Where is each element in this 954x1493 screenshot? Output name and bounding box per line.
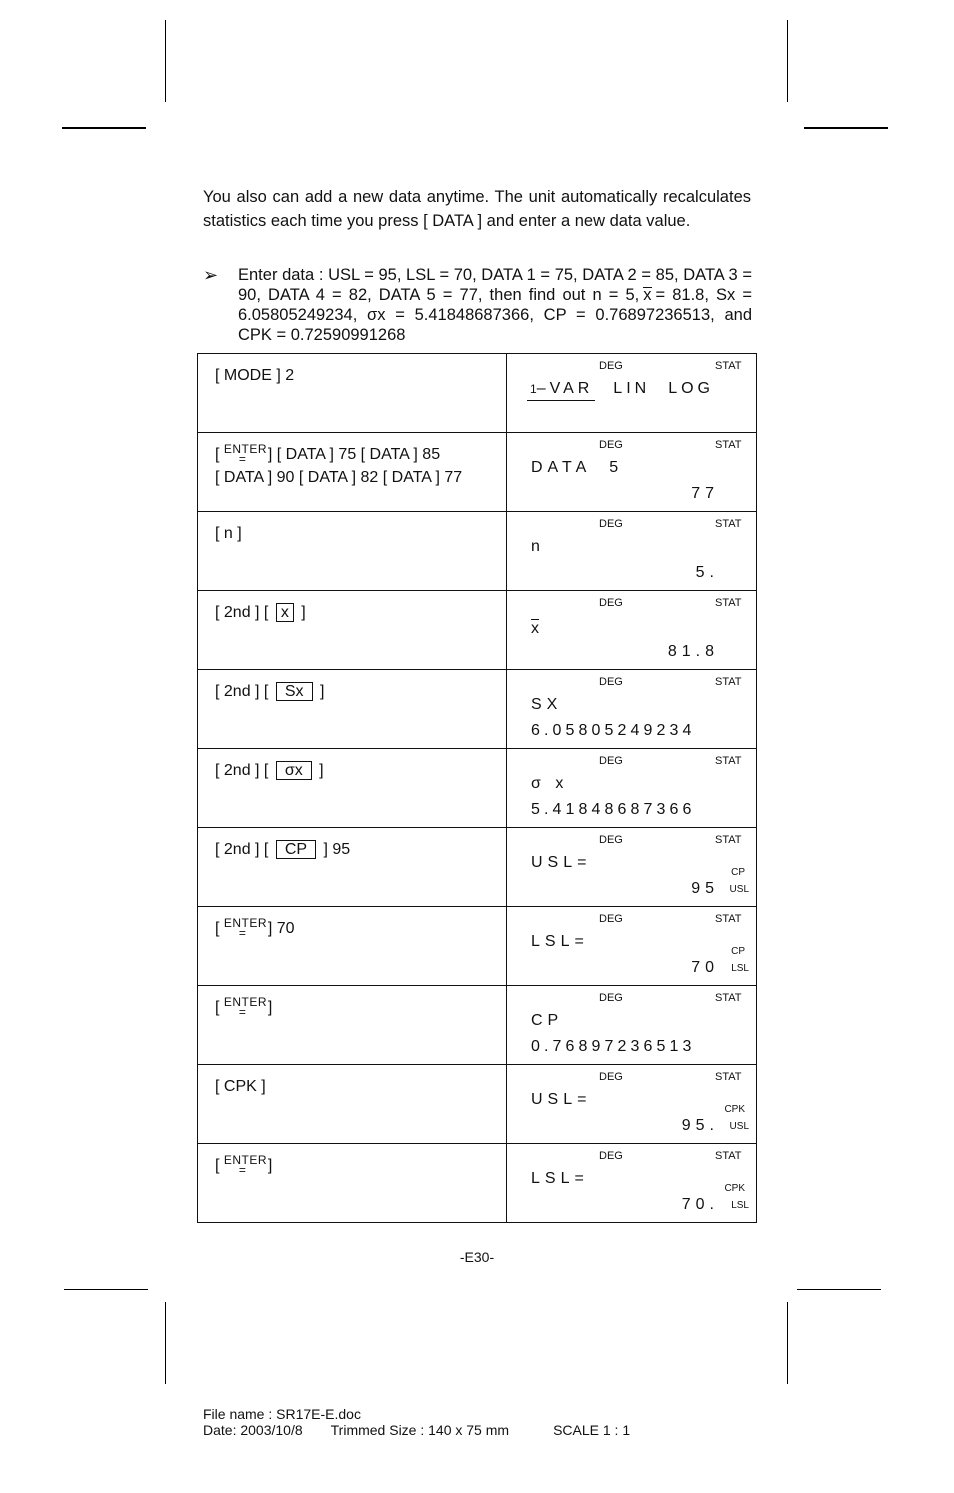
display-line-2: 5.41848687366 bbox=[531, 801, 696, 818]
display-cell bbox=[507, 1065, 757, 1144]
crop-mark-top-right-horizontal bbox=[804, 127, 888, 129]
table-row bbox=[198, 907, 757, 986]
key-cell bbox=[198, 433, 507, 512]
display-line-2: 77 bbox=[691, 485, 719, 502]
menu-item-lin: LIN bbox=[613, 380, 651, 397]
deg-indicator: DEG bbox=[599, 597, 623, 609]
key-cell bbox=[198, 512, 507, 591]
display-cell bbox=[507, 670, 757, 749]
stat-indicator: STAT bbox=[715, 518, 742, 530]
key-sequence: [ ENTER = ] 70 bbox=[215, 916, 295, 940]
display-line-1: x bbox=[531, 620, 539, 637]
enter-key-icon: ENTER = bbox=[223, 442, 268, 466]
example-text-b: = 81.8, Sx = 6.05805249234, σx = 5.41848687366, CP = 0.76897236513, and CPK = 0.72590991268 bbox=[238, 286, 752, 344]
footer-date: Date: 2003/10/8 bbox=[203, 1422, 303, 1438]
cp-key: CP bbox=[276, 840, 316, 859]
crop-mark-bottom-left-vertical bbox=[165, 1302, 166, 1384]
stat-indicator: STAT bbox=[715, 1071, 742, 1083]
key-sequence: [ 2nd ] [ CP ] 95 bbox=[215, 841, 351, 858]
crop-mark-top-left-vertical bbox=[165, 20, 166, 102]
table-row bbox=[198, 512, 757, 591]
key-sequence: [ ENTER = ] [ DATA ] 75 [ DATA ] 85 [ DATA ] 90 [ DATA ] 82 [ DATA ] 77 bbox=[215, 442, 463, 486]
display-cell bbox=[507, 828, 757, 907]
display-line-1: LSL= bbox=[531, 933, 589, 950]
display-cell bbox=[507, 354, 757, 433]
xbar-key: x bbox=[276, 603, 294, 622]
display-cell bbox=[507, 433, 757, 512]
crop-mark-top-left-horizontal bbox=[62, 127, 146, 129]
table-row bbox=[198, 828, 757, 907]
deg-indicator: DEG bbox=[599, 755, 623, 767]
enter-key-icon: ENTER = bbox=[223, 1153, 268, 1177]
cp-annunciator: CP bbox=[731, 867, 745, 878]
intro-paragraph: You also can add a new data anytime. The unit automatically recalculates statistics each time you press [ DATA ] and enter a new data value. bbox=[203, 188, 751, 230]
display-line-1: CP bbox=[531, 1012, 564, 1029]
table-row bbox=[198, 986, 757, 1065]
crop-mark-bottom-right-horizontal bbox=[797, 1289, 881, 1290]
display-line-2: 81.8 bbox=[667, 643, 719, 660]
crop-mark-bottom-left-horizontal bbox=[64, 1289, 148, 1290]
deg-indicator: DEG bbox=[599, 913, 623, 925]
stat-indicator: STAT bbox=[715, 439, 742, 451]
key-cell bbox=[198, 907, 507, 986]
x-bar-symbol: x bbox=[643, 286, 652, 304]
lsl-annunciator: LSL bbox=[731, 1200, 749, 1211]
display-line-2: 5. bbox=[695, 564, 719, 581]
key-cell bbox=[198, 828, 507, 907]
usl-annunciator: USL bbox=[729, 1121, 749, 1132]
key-cell bbox=[198, 1065, 507, 1144]
key-sequence: [ n ] bbox=[215, 525, 242, 542]
table-row bbox=[198, 354, 757, 433]
key-sequence: [ 2nd ] [ Sx ] bbox=[215, 683, 325, 700]
key-sequence: [ ENTER = ] bbox=[215, 995, 273, 1019]
table-row bbox=[198, 670, 757, 749]
footer-filename: File name : SR17E-E.doc bbox=[203, 1406, 361, 1422]
example-text bbox=[238, 265, 752, 345]
display-cell bbox=[507, 907, 757, 986]
deg-indicator: DEG bbox=[599, 439, 623, 451]
key-cell bbox=[198, 1144, 507, 1223]
key-sequence: [ MODE ] 2 bbox=[215, 367, 295, 384]
display-line-1: LSL= bbox=[531, 1170, 589, 1187]
stat-indicator: STAT bbox=[715, 755, 742, 767]
enter-key-icon: ENTER = bbox=[223, 995, 268, 1019]
sigma-x-key: σx bbox=[276, 761, 312, 780]
display-line-2: 95 bbox=[691, 880, 719, 897]
key-cell bbox=[198, 354, 507, 433]
keystroke-table bbox=[197, 353, 757, 1223]
print-footer bbox=[203, 1406, 630, 1438]
deg-indicator: DEG bbox=[599, 676, 623, 688]
cpk-annunciator: CPK bbox=[724, 1104, 745, 1115]
mode-menu bbox=[527, 380, 714, 401]
enter-key-icon: ENTER = bbox=[223, 916, 268, 940]
table-row bbox=[198, 433, 757, 512]
deg-indicator: DEG bbox=[599, 1071, 623, 1083]
deg-indicator: DEG bbox=[599, 518, 623, 530]
display-line-1: n bbox=[531, 538, 545, 555]
display-cell bbox=[507, 512, 757, 591]
stat-indicator: STAT bbox=[715, 834, 742, 846]
cpk-annunciator: CPK bbox=[724, 1183, 745, 1194]
arrow-bullet-icon: ➢ bbox=[203, 265, 219, 285]
table-row bbox=[198, 1065, 757, 1144]
key-cell bbox=[198, 749, 507, 828]
table-row bbox=[198, 749, 757, 828]
stat-indicator: STAT bbox=[715, 597, 742, 609]
display-line-2: 6.05805249234 bbox=[531, 722, 696, 739]
crop-mark-top-right-vertical bbox=[787, 20, 788, 102]
key-cell bbox=[198, 986, 507, 1065]
display-line-2: 0.76897236513 bbox=[531, 1038, 696, 1055]
usl-annunciator: USL bbox=[729, 884, 749, 895]
stat-indicator: STAT bbox=[715, 676, 742, 688]
stat-indicator: STAT bbox=[715, 360, 742, 372]
deg-indicator: DEG bbox=[599, 834, 623, 846]
deg-indicator: DEG bbox=[599, 360, 623, 372]
key-sequence: [ ENTER = ] bbox=[215, 1153, 273, 1177]
lsl-annunciator: LSL bbox=[731, 963, 749, 974]
stat-indicator: STAT bbox=[715, 913, 742, 925]
display-cell bbox=[507, 749, 757, 828]
display-line-1: USL= bbox=[531, 854, 592, 871]
menu-item-log: LOG bbox=[668, 380, 714, 397]
display-line-2: 70. bbox=[681, 1196, 719, 1213]
cp-annunciator: CP bbox=[731, 946, 745, 957]
key-sequence: [ 2nd ] [ x ] bbox=[215, 604, 306, 621]
display-line-1: USL= bbox=[531, 1091, 592, 1108]
deg-indicator: DEG bbox=[599, 1150, 623, 1162]
display-cell bbox=[507, 591, 757, 670]
display-line-2: 70 bbox=[691, 959, 719, 976]
display-line-1: σ x bbox=[531, 775, 569, 792]
key-cell bbox=[198, 591, 507, 670]
deg-indicator: DEG bbox=[599, 992, 623, 1004]
table-row bbox=[198, 591, 757, 670]
display-line-1: DATA 5 bbox=[531, 459, 624, 476]
menu-item-1var: 1–VAR bbox=[527, 380, 595, 401]
page-number: -E30- bbox=[459, 1249, 495, 1265]
example-text-a: Enter data : USL = 95, LSL = 70, DATA 1 = 75, DATA 2 = 85, DATA 3 = 90, DATA 4 = 82, DATA 5 = 77, then find out n = 5, bbox=[238, 266, 752, 304]
footer-trimmed-size: Trimmed Size : 140 x 75 mm bbox=[330, 1422, 510, 1438]
display-cell bbox=[507, 986, 757, 1065]
sx-key: Sx bbox=[276, 682, 313, 701]
key-sequence: [ CPK ] bbox=[215, 1078, 266, 1095]
crop-mark-bottom-right-vertical bbox=[787, 1302, 788, 1384]
table-row bbox=[198, 1144, 757, 1223]
footer-scale: SCALE 1 : 1 bbox=[553, 1422, 631, 1438]
stat-indicator: STAT bbox=[715, 992, 742, 1004]
display-cell bbox=[507, 1144, 757, 1223]
key-cell bbox=[198, 670, 507, 749]
key-sequence: [ 2nd ] [ σx ] bbox=[215, 762, 324, 779]
display-line-1: SX bbox=[531, 696, 563, 713]
footer-line-2 bbox=[203, 1422, 630, 1438]
stat-indicator: STAT bbox=[715, 1150, 742, 1162]
display-line-2: 95. bbox=[681, 1117, 719, 1134]
